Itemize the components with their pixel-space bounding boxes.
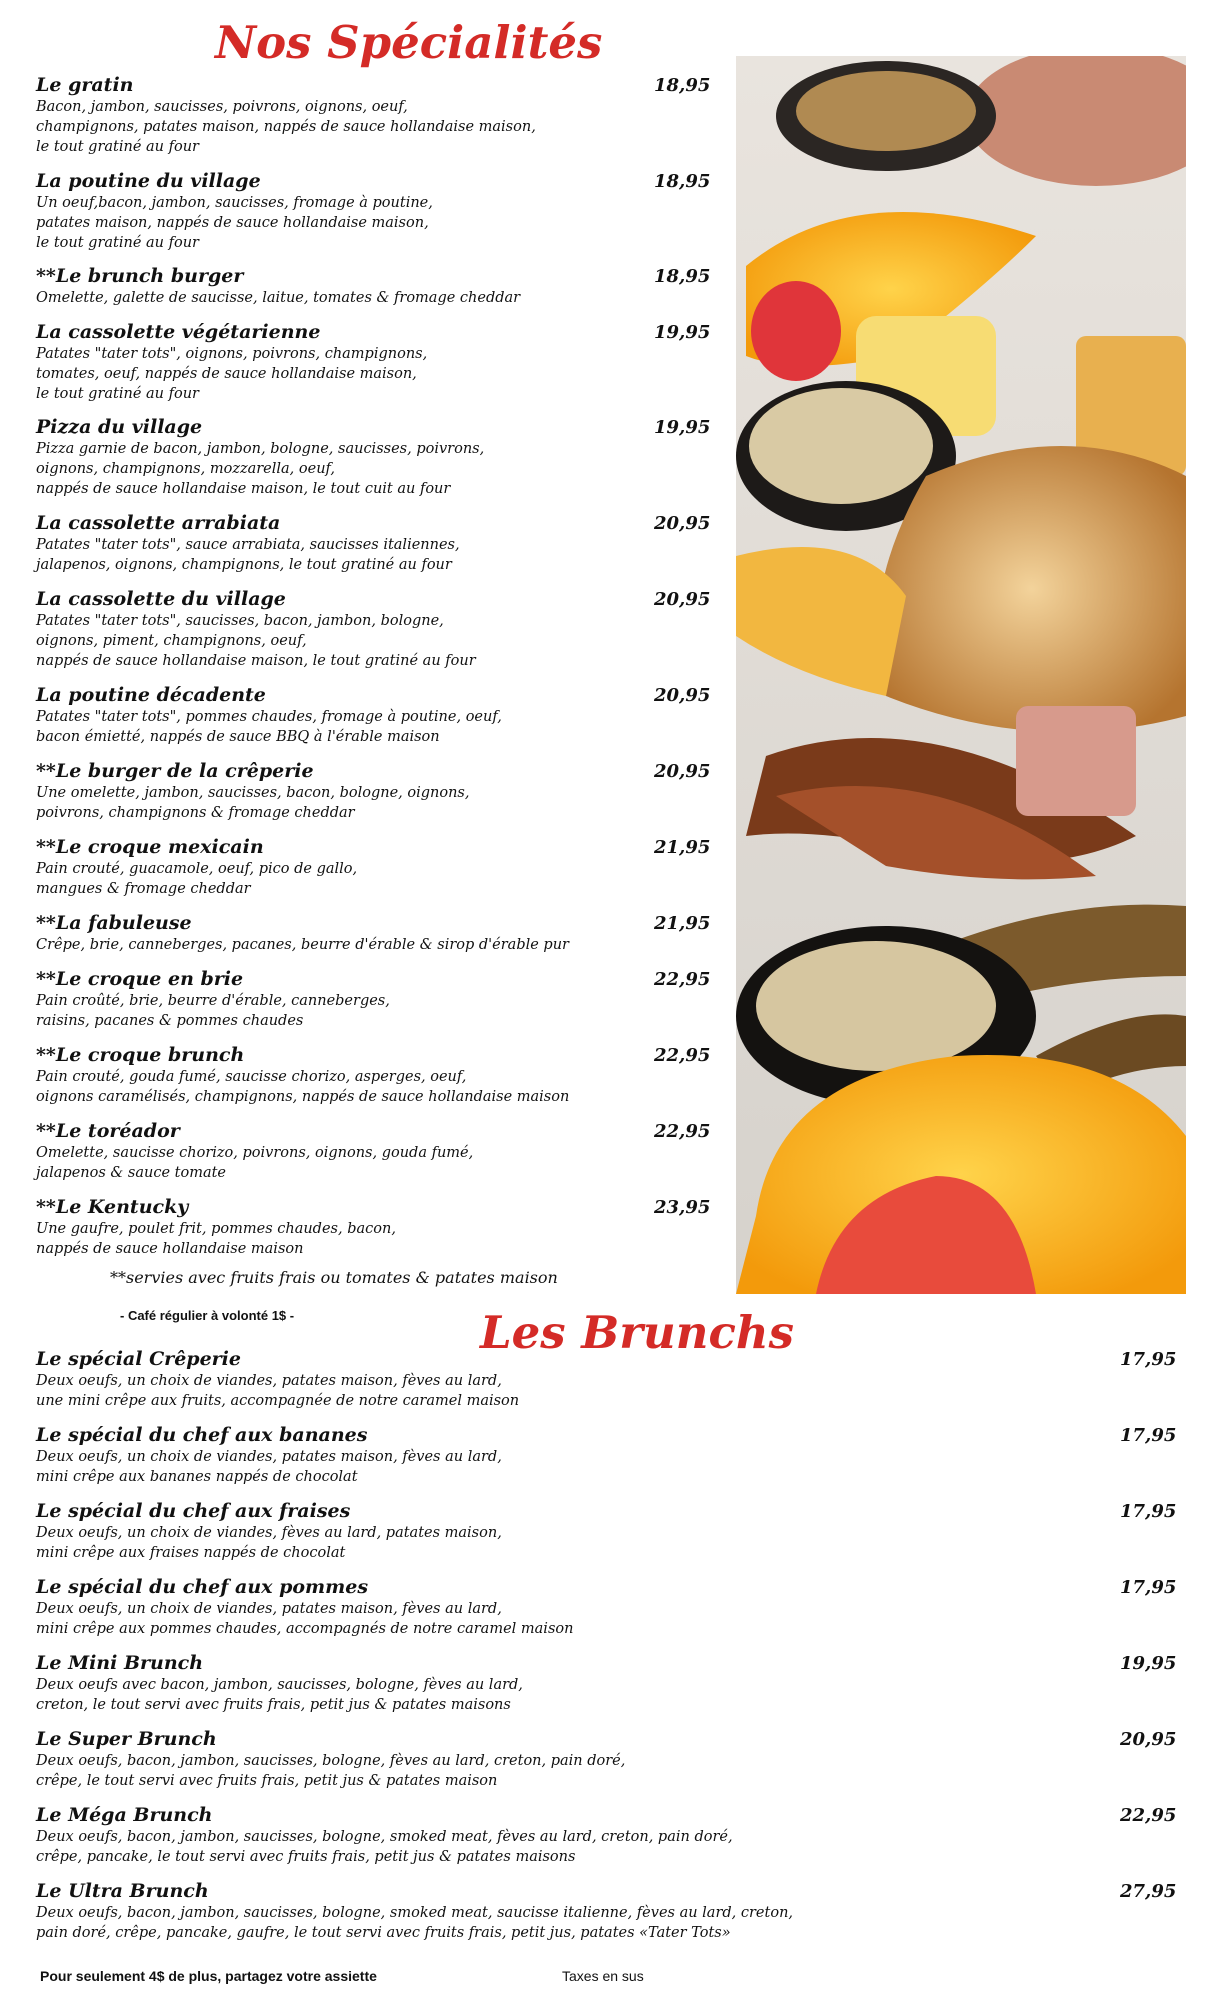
item-description: Pain crouté, guacamole, oeuf, pico de gallo, — [36, 861, 358, 877]
menu-item — [36, 321, 427, 404]
menu-item — [36, 74, 536, 157]
menu-item — [36, 1880, 793, 1943]
item-name: Le spécial du chef aux pommes — [36, 1576, 369, 1598]
menu-item — [36, 1652, 523, 1715]
item-description: mini crêpe aux pommes chaudes, accompagnés de notre caramel maison — [36, 1621, 574, 1637]
item-name: Le Ultra Brunch — [36, 1880, 209, 1902]
menu-item — [36, 1728, 625, 1791]
item-price: 17,95 — [1120, 1501, 1177, 1522]
item-description: nappés de sauce hollandaise maison, le tout cuit au four — [36, 481, 451, 497]
item-description: Une omelette, jambon, saucisses, bacon, bologne, oignons, — [36, 785, 470, 801]
item-description: Patates "tater tots", pommes chaudes, fromage à poutine, oeuf, — [36, 709, 502, 725]
item-description: jalapenos, oignons, champignons, le tout gratiné au four — [36, 557, 452, 573]
menu-item — [36, 1424, 502, 1487]
menu-item — [36, 416, 484, 499]
item-name: **Le croque en brie — [36, 968, 244, 990]
item-name: Le spécial du chef aux bananes — [36, 1424, 368, 1446]
item-description: bacon émietté, nappés de sauce BBQ à l'érable maison — [36, 729, 440, 745]
item-name: Le Super Brunch — [36, 1728, 217, 1750]
item-name: La cassolette du village — [36, 588, 286, 610]
item-description: Patates "tater tots", sauce arrabiata, saucisses italiennes, — [36, 537, 460, 553]
item-description: Pain crouté, gouda fumé, saucisse chorizo, asperges, oeuf, — [36, 1069, 467, 1085]
menu-item — [36, 684, 502, 747]
item-price: 22,95 — [1120, 1805, 1177, 1826]
item-description: champignons, patates maison, nappés de sauce hollandaise maison, — [36, 119, 536, 135]
food-photo — [736, 56, 1186, 1294]
menu-item — [36, 968, 390, 1031]
item-price: 18,95 — [654, 266, 711, 287]
item-description: jalapenos & sauce tomate — [36, 1165, 227, 1181]
item-name: **Le toréador — [36, 1120, 180, 1142]
item-price: 18,95 — [654, 171, 711, 192]
item-name: Le Mini Brunch — [36, 1652, 204, 1674]
item-description: Deux oeufs, un choix de viandes, patates maison, fèves au lard, — [36, 1601, 502, 1617]
item-description: Pain croûté, brie, beurre d'érable, canneberges, — [36, 993, 390, 1009]
item-name: **Le brunch burger — [36, 265, 244, 287]
menu-item — [36, 760, 470, 823]
item-description: pain doré, crêpe, pancake, gaufre, le tout servi avec fruits frais, petit jus, patates «Tater Tots» — [36, 1925, 731, 1941]
menu-item — [36, 170, 433, 253]
item-name: Le spécial du chef aux fraises — [36, 1500, 351, 1522]
item-description: le tout gratiné au four — [36, 235, 199, 251]
item-description: Patates "tater tots", saucisses, bacon, jambon, bologne, — [36, 613, 444, 629]
item-description: Deux oeufs, un choix de viandes, fèves au lard, patates maison, — [36, 1525, 502, 1541]
item-name: **Le croque brunch — [36, 1044, 245, 1066]
item-name: Le spécial Crêperie — [36, 1348, 241, 1370]
item-description: Patates "tater tots", oignons, poivrons, champignons, — [36, 346, 428, 362]
item-name: La cassolette végétarienne — [36, 321, 321, 343]
item-description: le tout gratiné au four — [36, 139, 199, 155]
item-price: 21,95 — [654, 837, 711, 858]
item-price: 20,95 — [654, 589, 711, 610]
item-name: La poutine du village — [36, 170, 261, 192]
item-description: une mini crêpe aux fruits, accompagnée de notre caramel maison — [36, 1393, 520, 1409]
item-price: 20,95 — [1120, 1729, 1177, 1750]
item-price: 19,95 — [654, 322, 711, 343]
item-description: Deux oeufs, un choix de viandes, patates maison, fèves au lard, — [36, 1449, 502, 1465]
menu-item — [36, 836, 357, 899]
item-description: oignons, champignons, mozzarella, oeuf, — [36, 461, 335, 477]
menu-item — [36, 265, 520, 308]
item-price: 22,95 — [654, 1121, 711, 1142]
item-price: 17,95 — [1120, 1349, 1177, 1370]
item-price: 22,95 — [654, 1045, 711, 1066]
specialites-title: Nos Spécialités — [215, 16, 603, 69]
item-price: 17,95 — [1120, 1577, 1177, 1598]
menu-item — [36, 1804, 733, 1867]
item-description: crêpe, le tout servi avec fruits frais, petit jus & patates maison — [36, 1773, 498, 1789]
share-note: Pour seulement 4$ de plus, partagez votre assiette — [40, 1968, 377, 1984]
item-price: 19,95 — [1120, 1653, 1177, 1674]
item-description: raisins, pacanes & pommes chaudes — [36, 1013, 304, 1029]
item-description: creton, le tout servi avec fruits frais, petit jus & patates maisons — [36, 1697, 511, 1713]
item-description: Une gaufre, poulet frit, pommes chaudes, bacon, — [36, 1221, 396, 1237]
item-description: nappés de sauce hollandaise maison, le tout gratiné au four — [36, 653, 476, 669]
item-name: La cassolette arrabiata — [36, 512, 281, 534]
menu-item — [36, 1576, 573, 1639]
item-price: 22,95 — [654, 969, 711, 990]
item-price: 27,95 — [1120, 1881, 1177, 1902]
item-price: 20,95 — [654, 685, 711, 706]
item-name: **Le croque mexicain — [36, 836, 264, 858]
item-price: 18,95 — [654, 75, 711, 96]
menu-item — [36, 1348, 519, 1411]
menu-item — [36, 1500, 502, 1563]
item-price: 23,95 — [654, 1197, 711, 1218]
item-name: La poutine décadente — [36, 684, 266, 706]
item-description: Deux oeufs, bacon, jambon, saucisses, bologne, fèves au lard, creton, pain doré, — [36, 1753, 626, 1769]
item-description: Bacon, jambon, saucisses, poivrons, oignons, oeuf, — [36, 99, 408, 115]
item-name: **La fabuleuse — [36, 912, 192, 934]
item-name: Le gratin — [36, 74, 134, 96]
item-description: oignons caramélisés, champignons, nappés de sauce hollandaise maison — [36, 1089, 570, 1105]
item-description: crêpe, pancake, le tout servi avec fruits frais, petit jus & patates maisons — [36, 1849, 576, 1865]
item-description: poivrons, champignons & fromage cheddar — [36, 805, 355, 821]
menu-item — [36, 1196, 396, 1259]
menu-item — [36, 512, 460, 575]
item-description: mini crêpe aux bananes nappés de chocolat — [36, 1469, 358, 1485]
item-description: nappés de sauce hollandaise maison — [36, 1241, 304, 1257]
item-description: Pizza garnie de bacon, jambon, bologne, saucisses, poivrons, — [36, 441, 485, 457]
item-price: 19,95 — [654, 417, 711, 438]
item-price: 21,95 — [654, 913, 711, 934]
brunchs-title: Les Brunchs — [480, 1306, 794, 1359]
item-price: 20,95 — [654, 761, 711, 782]
item-name: **Le burger de la crêperie — [36, 760, 314, 782]
item-description: mini crêpe aux fraises nappés de chocolat — [36, 1545, 346, 1561]
item-description: tomates, oeuf, nappés de sauce hollandaise maison, — [36, 366, 417, 382]
tax-note: Taxes en sus — [562, 1968, 644, 1984]
item-description: Deux oeufs, bacon, jambon, saucisses, bologne, smoked meat, saucisse italienne, fèves au lard, creton, — [36, 1905, 794, 1921]
menu-item — [36, 1044, 569, 1107]
item-description: Deux oeufs avec bacon, jambon, saucisses, bologne, fèves au lard, — [36, 1677, 523, 1693]
item-description: mangues & fromage cheddar — [36, 881, 251, 897]
item-name: **Le Kentucky — [36, 1196, 189, 1218]
cafe-note: - Café régulier à volonté 1$ - — [120, 1308, 295, 1323]
item-description: patates maison, nappés de sauce hollandaise maison, — [36, 215, 429, 231]
item-description: Crêpe, brie, canneberges, pacanes, beurre d'érable & sirop d'érable pur — [36, 937, 569, 953]
item-name: Pizza du village — [36, 416, 203, 438]
item-description: Deux oeufs, un choix de viandes, patates maison, fèves au lard, — [36, 1373, 502, 1389]
item-description: le tout gratiné au four — [36, 386, 199, 402]
menu-item — [36, 912, 569, 955]
item-description: Deux oeufs, bacon, jambon, saucisses, bologne, smoked meat, fèves au lard, creton, pain doré, — [36, 1829, 733, 1845]
item-description: Omelette, saucisse chorizo, poivrons, oignons, gouda fumé, — [36, 1145, 474, 1161]
item-price: 17,95 — [1120, 1425, 1177, 1446]
item-price: 20,95 — [654, 513, 711, 534]
item-description: oignons, piment, champignons, oeuf, — [36, 633, 307, 649]
specialites-footnote: **servies avec fruits frais ou tomates & patates maison — [110, 1268, 558, 1287]
item-description: Omelette, galette de saucisse, laitue, tomates & fromage cheddar — [36, 290, 521, 306]
menu-item — [36, 1120, 473, 1183]
menu-item — [36, 588, 476, 671]
item-name: Le Méga Brunch — [36, 1804, 213, 1826]
item-description: Un oeuf,bacon, jambon, saucisses, fromage à poutine, — [36, 195, 433, 211]
